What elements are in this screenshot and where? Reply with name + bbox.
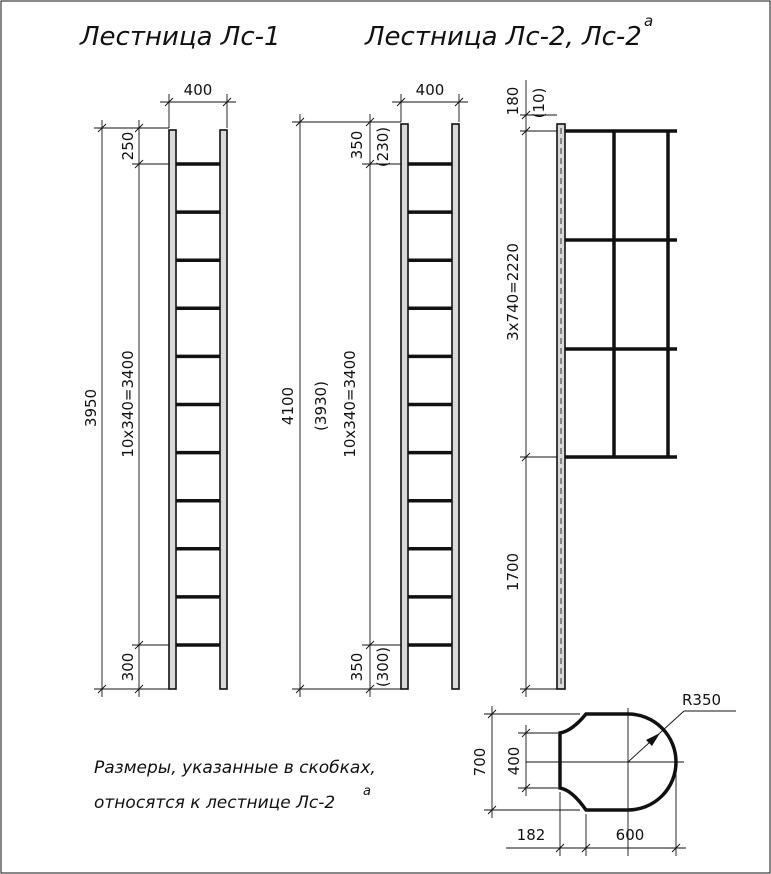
- side-view-dimensions: [504, 80, 557, 697]
- ls2-rungs: [408, 164, 452, 645]
- ls1-rungs: [176, 164, 220, 645]
- ls2-width-label: 400: [415, 81, 445, 99]
- note-line-2-superscript: а: [363, 784, 371, 799]
- side-cage-span-label: 3х740=2220: [504, 243, 522, 341]
- title-ls2-superscript: а: [644, 12, 654, 30]
- ls1-width-dimension: [160, 81, 236, 128]
- side-view: [557, 124, 677, 689]
- ls2-bottom-gap-alt-label: (300): [374, 646, 392, 688]
- plan-offset-label: 182: [516, 826, 546, 844]
- ls1-total-height-label: 3950: [82, 388, 100, 428]
- ls1-right-rail: [220, 130, 227, 689]
- ls2-width-dimension: [392, 81, 468, 122]
- side-top-gap-alt-label: (10): [530, 87, 548, 119]
- ls2-rungs-span-label: 10х340=3400: [341, 350, 359, 458]
- ladder-ls2: [401, 124, 459, 689]
- ls2-top-gap-label: 350: [348, 130, 366, 160]
- ls1-rungs-span-label: 10х340=3400: [119, 350, 137, 458]
- ls1-width-label: 400: [183, 81, 213, 99]
- note: [94, 758, 376, 813]
- ls2-top-gap-alt-label: (230): [374, 126, 392, 168]
- ls1-top-gap-label: 250: [119, 131, 137, 161]
- ls1-vertical-dimensions: [82, 120, 169, 697]
- ls2-bottom-gap-label: 350: [348, 652, 366, 682]
- ls2-left-rail: [401, 124, 408, 689]
- title-ls2: Лестница Лс-2, Лс-2: [365, 22, 642, 52]
- note-line-1: Размеры, указанные в скобках,: [94, 758, 376, 778]
- ladder-ls1: [169, 130, 227, 689]
- ls2-total-height-label: 4100: [279, 386, 297, 426]
- plan-inner-height-label: 400: [505, 746, 523, 776]
- plan-width-label: 600: [615, 826, 645, 844]
- ls2-vertical-dimensions: [279, 114, 401, 697]
- plan-view: [471, 691, 736, 856]
- title-ls1: Лестница Лс-1: [80, 22, 281, 52]
- ls2-right-rail: [452, 124, 459, 689]
- cage: [565, 131, 677, 457]
- ls1-bottom-gap-label: 300: [119, 652, 137, 682]
- plan-radius-label: R350: [682, 691, 722, 709]
- ls1-left-rail: [169, 130, 176, 689]
- side-bottom-span-label: 1700: [504, 552, 522, 592]
- note-line-2: относятся к лестнице Лс-2: [94, 793, 336, 813]
- side-top-gap-label: 180: [504, 86, 522, 116]
- plan-overall-height-label: 700: [471, 747, 489, 777]
- ls2-total-height-alt-label: (3930): [312, 381, 330, 431]
